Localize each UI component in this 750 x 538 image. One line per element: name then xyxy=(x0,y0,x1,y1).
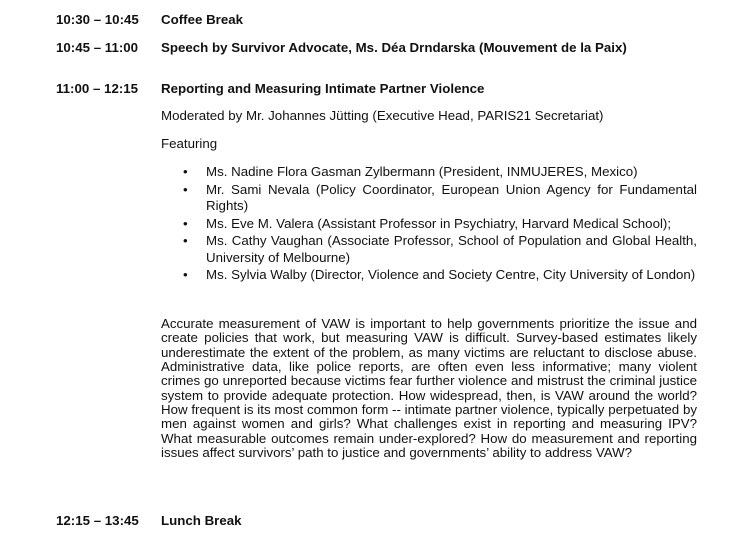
agenda-time-session: 11:00 – 12:15 xyxy=(56,81,139,96)
bullet-icon: • xyxy=(183,215,188,231)
speaker-text: Ms. Cathy Vaughan (Associate Professor, School of Population and Global Health, University of Melbourne) xyxy=(206,233,697,265)
bullet-icon: • xyxy=(183,267,188,282)
speaker-text: Mr. Sami Nevala (Policy Coordinator, European Union Agency for Fundamental Rights) xyxy=(206,181,697,213)
bullet-icon: • xyxy=(183,181,188,197)
agenda-time-lunch: 12:15 – 13:45 xyxy=(56,513,139,528)
list-item xyxy=(161,233,697,266)
list-item xyxy=(161,216,697,233)
list-item xyxy=(161,267,697,284)
agenda-title-session: Reporting and Measuring Intimate Partner Violence xyxy=(161,81,485,96)
agenda-title-lunch: Lunch Break xyxy=(161,513,242,528)
speaker-text: Ms. Eve M. Valera (Assistant Professor in Psychiatry, Harvard Medical School); xyxy=(206,215,672,231)
agenda-time-speech: 10:45 – 11:00 xyxy=(56,40,139,55)
speaker-text: Ms. Nadine Flora Gasman Zylbermann (President, INMUJERES, Mexico) xyxy=(206,164,638,179)
bullet-icon: • xyxy=(183,233,188,248)
list-item xyxy=(161,182,697,215)
featuring-label: Featuring xyxy=(161,136,218,151)
agenda-title-speech: Speech by Survivor Advocate, Ms. Déa Drndarska (Mouvement de la Paix) xyxy=(161,40,627,55)
speaker-text: Ms. Sylvia Walby (Director, Violence and Society Centre, City University of London) xyxy=(206,267,696,282)
bullet-icon: • xyxy=(183,164,188,179)
agenda-time-coffee: 10:30 – 10:45 xyxy=(56,12,139,27)
session-moderator: Moderated by Mr. Johannes Jütting (Executive Head, PARIS21 Secretariat) xyxy=(161,108,604,123)
session-description: Accurate measurement of VAW is important to help governments prioritize the issue and create policies that work, but measuring VAW is difficult. Survey-based estimates likely underestimate the extent of the problem, as many victims are reluctant to disclose abuse. Administrative data, like police reports, are often even less informative; many violent crimes go unreported because victims fear further violence and mistrust the criminal justice system to provide adequate protection. How widespread, then, is VAW around the world? How frequent is its most common form -- intimate partner violence, typically perpetuated by men against women and girls? What challenges exist in reporting and measuring IPV? What measurable outcomes remain under-explored? How do measurement and reporting issues affect survivors’ path to justice and governments’ ability to address VAW? xyxy=(161,316,697,461)
speaker-list xyxy=(161,164,697,284)
agenda-title-coffee: Coffee Break xyxy=(161,12,244,27)
list-item xyxy=(161,164,697,181)
